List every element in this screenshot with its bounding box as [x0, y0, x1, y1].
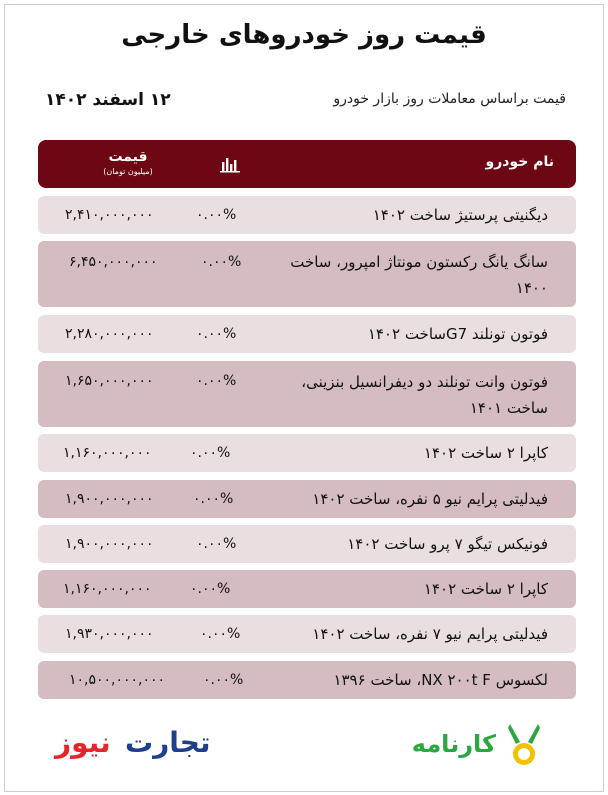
change-percent: ۰.۰۰%: [196, 373, 237, 389]
table-row: [38, 525, 576, 563]
change-percent: ۰.۰۰%: [196, 326, 237, 342]
change-percent: ۰.۰۰%: [201, 254, 242, 270]
car-price: ۱,۹۳۰,۰۰۰,۰۰۰: [65, 626, 154, 642]
car-price: ۲,۴۱۰,۰۰۰,۰۰۰: [65, 207, 154, 223]
tejarat-news-part1: تجارت: [125, 726, 211, 759]
table-row: [38, 480, 576, 518]
change-percent: ۰.۰۰%: [203, 672, 244, 688]
change-percent: ۰.۰۰%: [193, 491, 234, 507]
bar-chart-icon: [219, 155, 241, 173]
car-price: ۱,۱۶۰,۰۰۰,۰۰۰: [63, 445, 152, 461]
table-row: [38, 570, 576, 608]
karnameh-text: کارنامه: [411, 730, 496, 758]
car-name: فیدلیتی پرایم نیو ۵ نفره، ساخت ۱۴۰۲: [312, 490, 548, 508]
car-price: ۱,۶۵۰,۰۰۰,۰۰۰: [65, 373, 154, 389]
header-name-label: نام خودرو: [485, 154, 554, 170]
table-header: [38, 140, 576, 188]
table-row: [38, 661, 576, 699]
table-row: [38, 315, 576, 353]
table-row: [38, 196, 576, 234]
car-price: ۲,۲۸۰,۰۰۰,۰۰۰: [65, 326, 154, 342]
header-price-unit: (میلیون تومان): [103, 167, 153, 176]
car-name: دیگنیتی پرستیژ ساخت ۱۴۰۲: [372, 206, 548, 224]
header-price-label: قیمت: [108, 149, 148, 165]
car-name: فونیکس تیگو ۷ پرو ساخت ۱۴۰۲: [347, 535, 548, 553]
car-name: کاپرا ۲ ساخت ۱۴۰۲: [423, 444, 548, 462]
car-name: فوتون وانت تونلند دو دیفرانسیل بنزینی، ساخت ۱۴۰۱: [301, 373, 548, 417]
change-percent: ۰.۰۰%: [190, 581, 231, 597]
car-price: ۱۰,۵۰۰,۰۰۰,۰۰۰: [69, 672, 166, 688]
change-percent: ۰.۰۰%: [190, 445, 231, 461]
car-name: کاپرا ۲ ساخت ۱۴۰۲: [423, 580, 548, 598]
car-name: لکسوس NX ۲۰۰t F، ساخت ۱۳۹۶: [333, 671, 548, 689]
car-price: ۱,۹۰۰,۰۰۰,۰۰۰: [65, 536, 154, 552]
subtitle: قیمت براساس معاملات روز بازار خودرو: [333, 91, 566, 107]
tejarat-news-logo: [55, 720, 225, 768]
car-price: ۱,۹۰۰,۰۰۰,۰۰۰: [65, 491, 154, 507]
car-name: فیدلیتی پرایم نیو ۷ نفره، ساخت ۱۴۰۲: [312, 625, 548, 643]
change-percent: ۰.۰۰%: [196, 536, 237, 552]
header-price: [88, 149, 168, 176]
car-name: سانگ یانگ رکستون مونتاژ امپرور، ساخت ۱۴۰۰: [290, 253, 548, 297]
table-row: [38, 361, 576, 427]
table-row: [38, 241, 576, 307]
car-price: ۶,۴۵۰,۰۰۰,۰۰۰: [69, 254, 158, 270]
medal-icon: [506, 722, 542, 770]
car-name: فوتون تونلند G7ساخت ۱۴۰۲: [367, 325, 548, 343]
tejarat-news-part2: نیوز: [55, 726, 111, 759]
page-title: قیمت روز خودروهای خارجی: [121, 20, 487, 50]
change-percent: ۰.۰۰%: [196, 207, 237, 223]
table-row: [38, 615, 576, 653]
karnameh-logo: [398, 722, 548, 770]
table-row: [38, 434, 576, 472]
change-percent: ۰.۰۰%: [200, 626, 241, 642]
date-label: ۱۲ اسفند ۱۴۰۲: [45, 90, 171, 110]
car-price: ۱,۱۶۰,۰۰۰,۰۰۰: [63, 581, 152, 597]
